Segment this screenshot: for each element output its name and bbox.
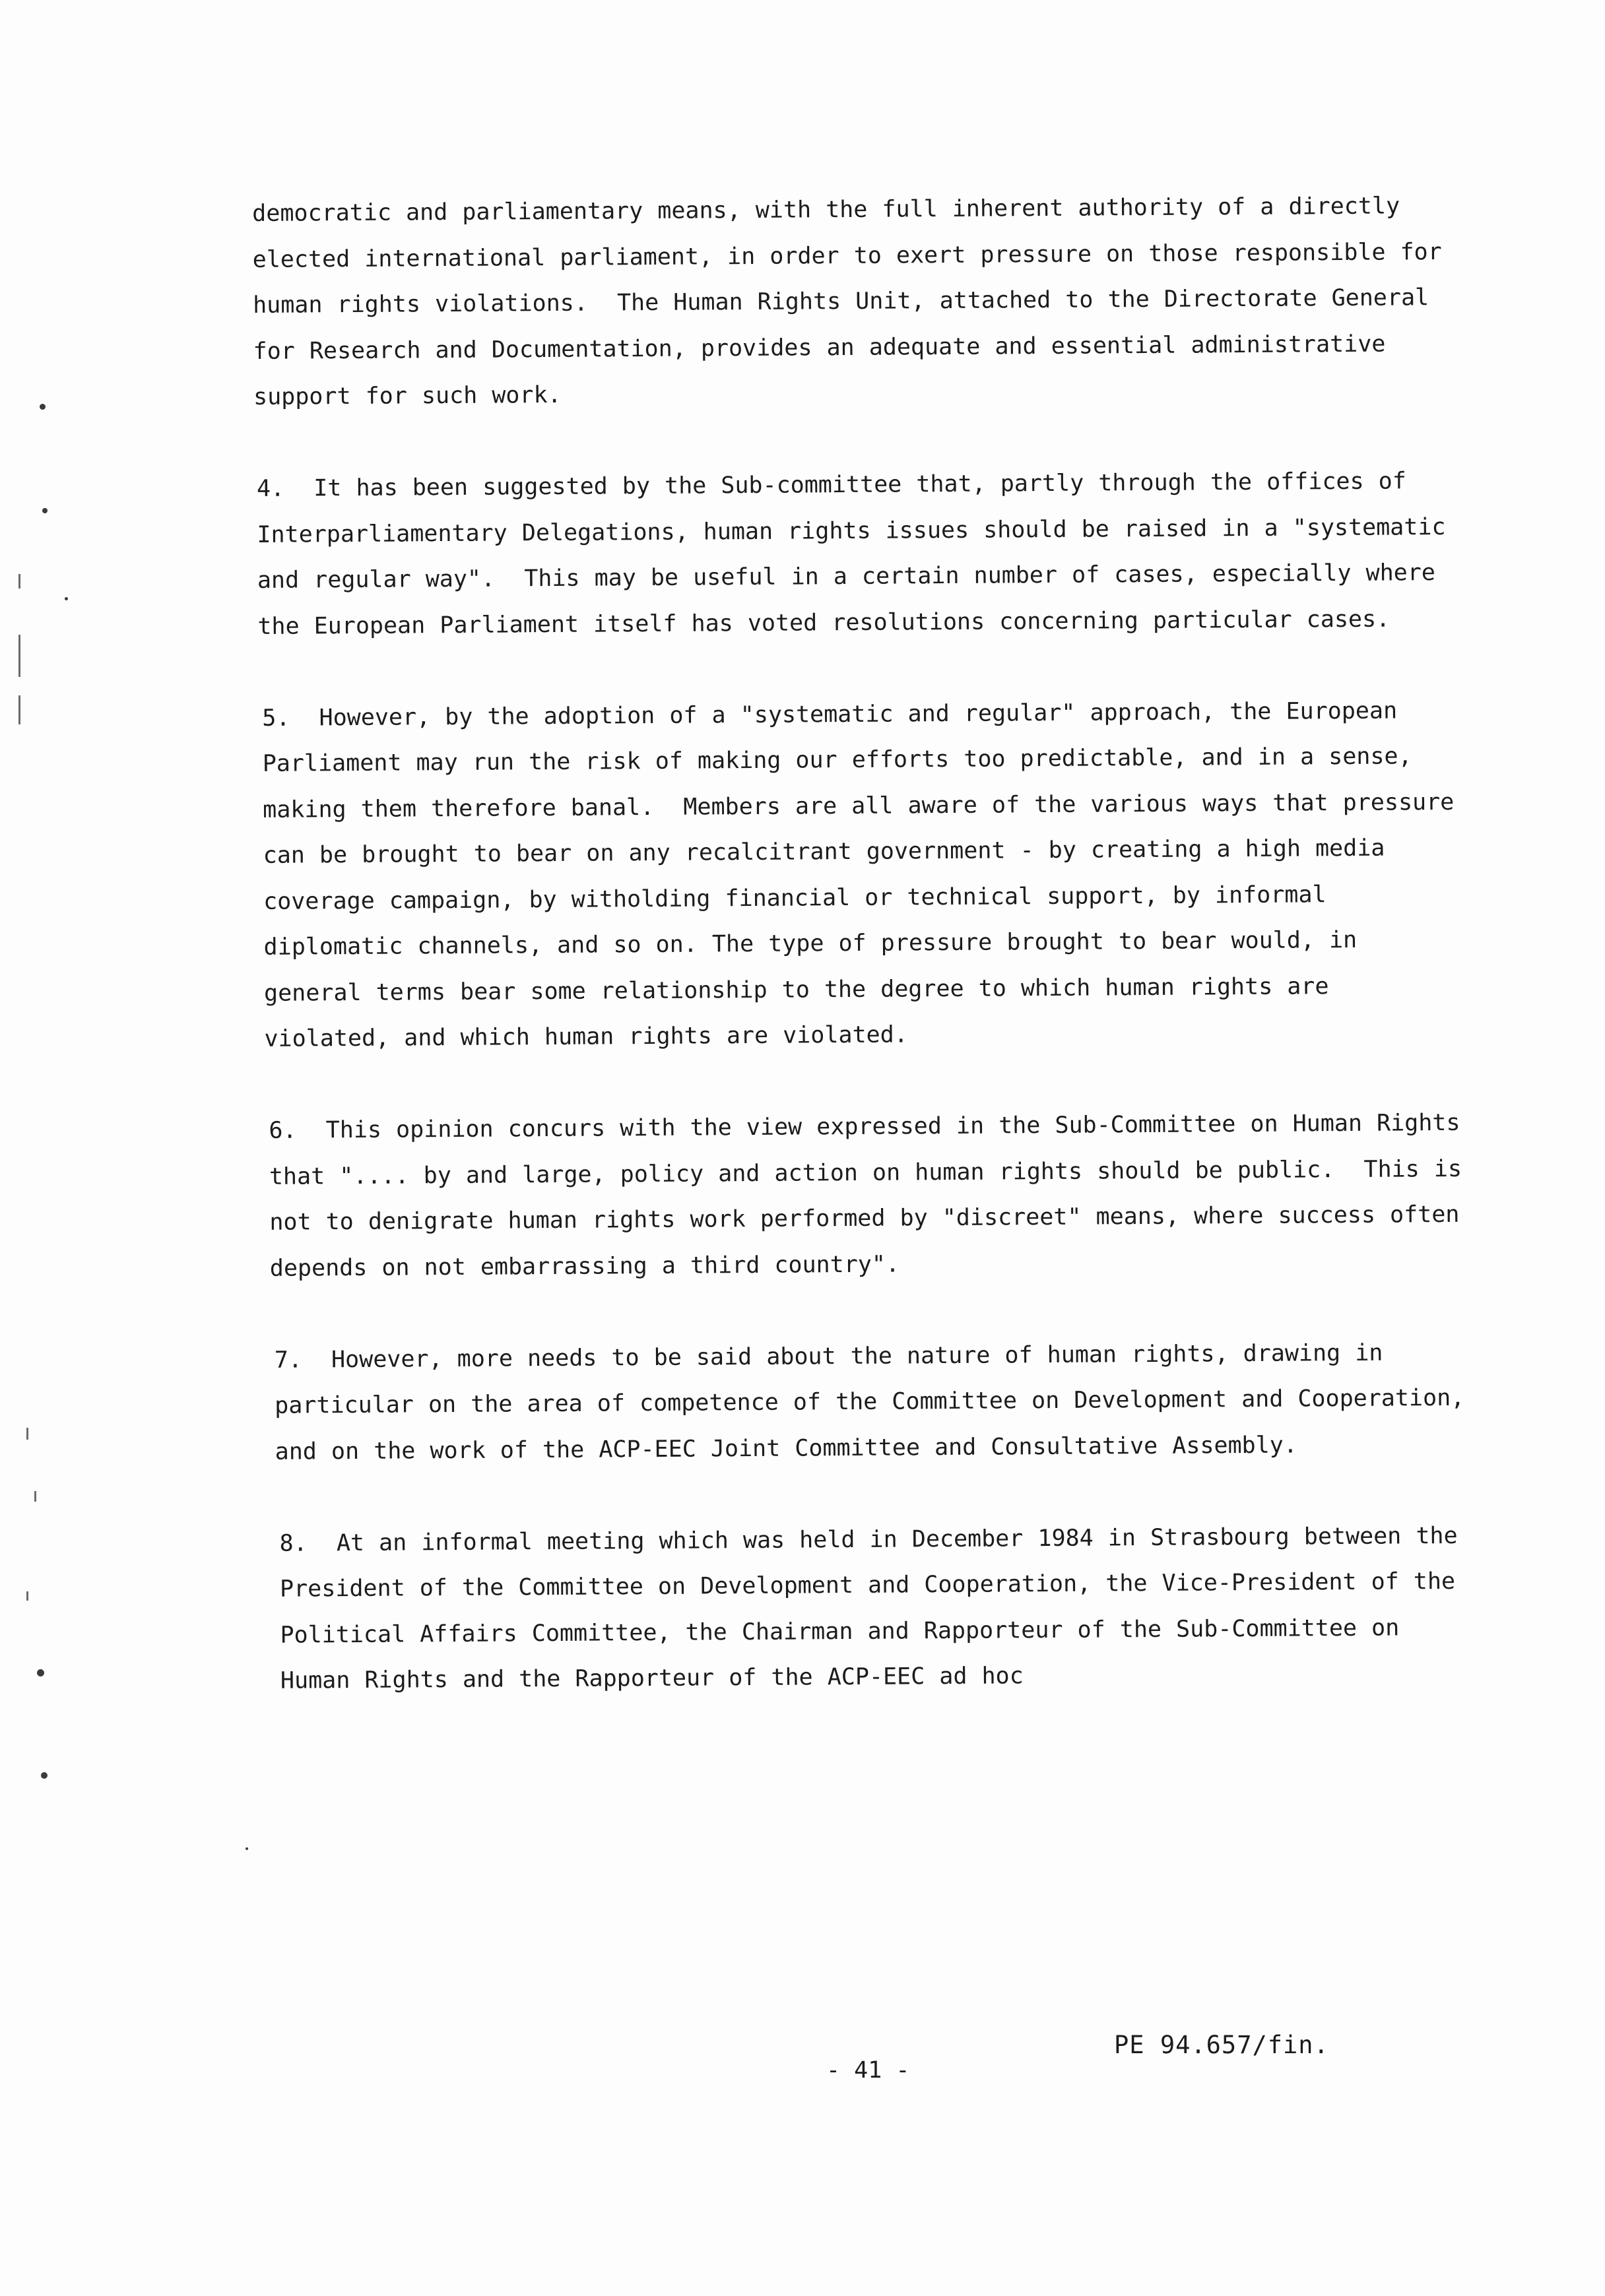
scan-mark bbox=[18, 695, 20, 724]
scan-mark bbox=[26, 1428, 28, 1440]
paragraph-7: 7. However, more needs to be said about the nature of human rights, drawing in particular on the area of competence of the Committee on Development and Cooperation, and on the work of the ACP-EEC Joint Committee and Consultative Assembly. bbox=[274, 1339, 1480, 1465]
paragraph-5: 5. However, by the adoption of a "systematic and regular" approach, the European Parliament may run the risk of making our efforts too predictable, and in a sense, making them therefore banal. Members are all aware of the various ways that pressure can be brought to bear on any recalcitrant government - by creating a high media coverage campaign, by witholding financial or technical support, by informal diplomatic channels, and so on. The type of pressure brought to bear would, in general terms bear some relationship to the degree to which human rights are violated, and which human rights are violated. bbox=[262, 697, 1469, 1052]
scan-mark bbox=[18, 574, 20, 589]
scan-speck bbox=[246, 1847, 248, 1850]
scan-mark bbox=[18, 635, 20, 677]
scan-speck bbox=[42, 508, 48, 513]
paragraph-8: 8. At an informal meeting which was held in December 1984 in Strasbourg between the President of the Committee on Development and Cooperation, the Vice-President of the Political Affairs Committee, the Chairman and Rapporteur of the Sub-Committee on Human Rights and the Rapporteur of the ACP-EEC ad hoc bbox=[279, 1522, 1472, 1694]
paragraph-6: 6. This opinion concurs with the view expressed in the Sub-Committee on Human Rights that ".... by and large, policy and action on human rights should be public. This is not to denigrate human rights work performed by "discreet" means, where success often depends on not embarrassing a third country". bbox=[269, 1109, 1477, 1282]
body-text bbox=[252, 183, 1480, 1750]
paragraph-4: 4. It has been suggested by the Sub-committee that, partly through the offices of Interparliamentary Delegations, human rights issues should be raised in a "systematic and regular way". This may be useful in a certain number of cases, especially where the European Parliament itself has voted resolutions concerning particular cases. bbox=[256, 468, 1460, 640]
document-reference: PE 94.657/fin. bbox=[1114, 2031, 1329, 2059]
scan-mark bbox=[26, 1591, 28, 1601]
scan-speck bbox=[40, 404, 46, 410]
page-number: - 41 - bbox=[826, 2057, 910, 2084]
scan-speck bbox=[37, 1669, 44, 1676]
paragraph-3-continuation: democratic and parliamentary means, with the full inherent authority of a directly elected international parliament, in order to exert pressure on those responsible for human rights violations. The Human Rights Unit, attached to the Directorate General for Research and Documentation, provides an adequate and essential administrative support for such work. bbox=[252, 193, 1457, 410]
scan-mark bbox=[34, 1491, 36, 1502]
scan-speck bbox=[41, 1772, 48, 1779]
scan-speck bbox=[65, 597, 68, 600]
